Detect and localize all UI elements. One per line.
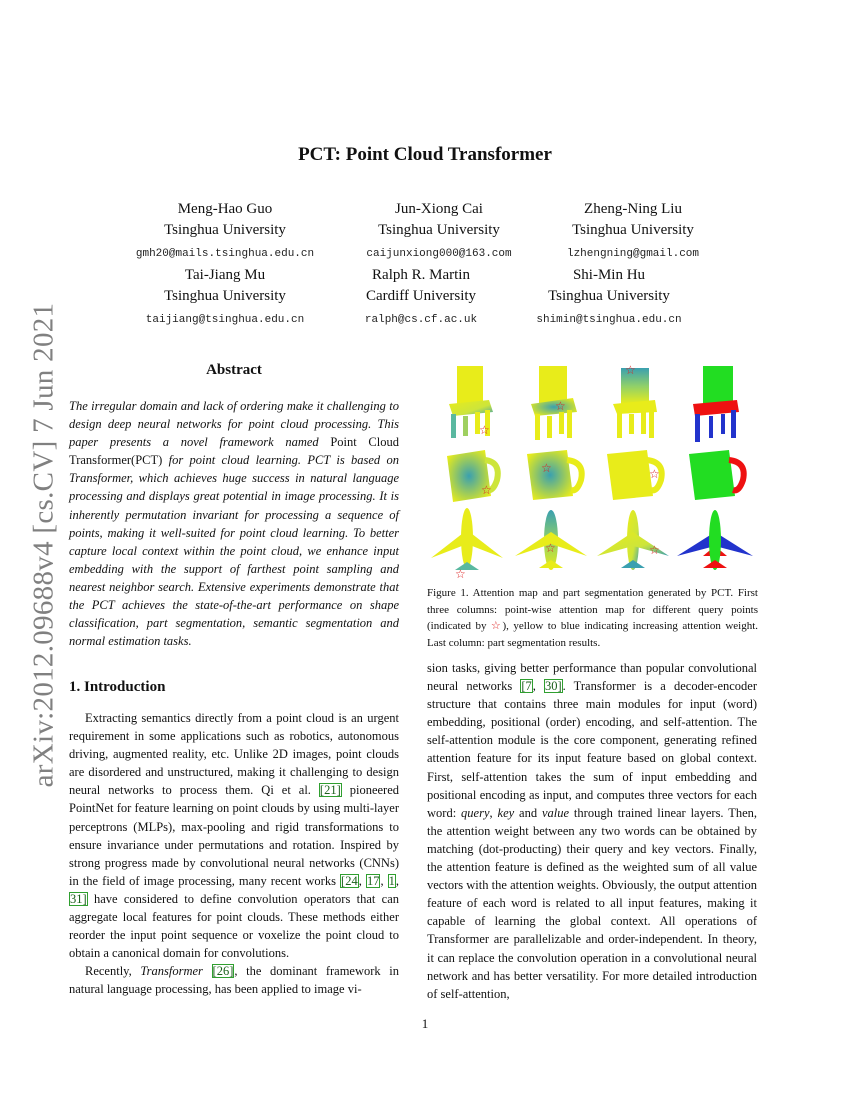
citation-link[interactable]: [7 [521,679,532,694]
text-run: Transformer [140,964,203,979]
author-block [329,199,549,261]
author-affiliation: Tsinghua University [378,222,500,238]
query-star-icon: ☆ [625,363,636,377]
author-affiliation: Tsinghua University [548,288,670,304]
author-email[interactable]: taijiang@tsinghua.edu.cn [145,314,305,326]
text-run: key [497,805,515,820]
abstract-part: Point Cloud Transformer(PCT) [69,435,399,468]
author-name: Shi-Min Hu [572,267,646,283]
author-email[interactable]: caijunxiong000@163.com [366,248,512,260]
author-name: Zheng-Ning Liu [584,201,682,217]
page-number: 1 [421,1016,429,1031]
author-block [115,199,335,261]
citation-link[interactable]: 1 [388,873,395,888]
author-affiliation: Cardiff University [365,288,477,304]
paper-title: PCT: Point Cloud Transformer [298,144,552,165]
chair-attention-3 [613,363,657,438]
text-run: query [461,805,490,820]
mug-attention-2 [527,450,582,500]
author-affiliation: Tsinghua University [572,222,694,238]
arxiv-identifier: arXiv:2012.09688v4 [cs.CV] 7 Jun 2021 [27,302,60,788]
query-star-icon: ☆ [649,543,660,557]
airplane-segmentation [677,510,753,570]
author-block [523,199,743,261]
chair-attention-2 [531,366,577,440]
query-star-icon: ☆ [479,423,490,437]
airplane-attention-1 [431,508,503,578]
text-run: , the dominant framework in natural language processing, has been applied to image vi- [69,964,400,997]
text-run: and [519,805,538,820]
author-name: Tai-Jiang Mu [184,267,266,283]
left-column-body [69,709,399,999]
author-name: Ralph R. Martin [372,267,470,283]
right-column-body [427,659,757,1003]
airplane-attention-3 [597,510,669,570]
abstract-part: The irregular domain and lack of ordering make it challenging to design deep neural networks for point cloud processing. This paper presents a novel framework named [69,399,399,450]
author-name: Jun-Xiong Cai [395,201,483,217]
chair-segmentation [693,366,739,442]
caption-part: ), yellow to blue indicating increasing attention weight. Last column: part segmentation results. [427,620,759,649]
query-star-icon: ☆ [481,483,492,497]
citation-link[interactable]: [26] [212,964,234,979]
mug-attention-3 [607,450,662,500]
author-name: Meng-Hao Guo [177,201,273,217]
query-star-icon: ☆ [555,399,566,413]
point-cloud-figure [427,360,758,578]
author-email[interactable]: gmh20@mails.tsinghua.edu.cn [135,248,315,260]
section-heading: 1. Introduction [69,679,166,695]
paragraph [69,962,399,998]
figure-caption [427,585,758,651]
star-icon: ☆ [490,620,503,632]
chair-attention-1 [449,366,493,438]
mug-segmentation [689,450,744,500]
query-star-icon: ☆ [649,467,660,481]
text-run: sion tasks, giving better performance than popular convolutional neural networks [427,661,757,694]
text-run: through trained linear layers. Then, the attention weight between any two words can be obtained by matching (dot-producting) their query and key vectors. Finally, the attention feature is defined as the weighted sum of all value vectors with the attention weights. Obviously, the output attention feature of each word is related to all input features, making it capable of learning the global context. All operations of Transformer are parallelizable and order-independent. In theory, it can replace the convolution operation in a convolutional neural network and has better versatility. For more detailed introduction of self-attention, [427,805,758,1001]
query-star-icon: ☆ [541,461,552,475]
author-affiliation: Tsinghua University [164,288,286,304]
text-run: Extracting semantics directly from a point cloud is an urgent requirement in some applications such as robotics, autonomous driving, augmented reality, etc. Unlike 2D images, point clouds are disordered and unstructured, making it challenging to design neural networks to process them. Qi et al. [69,711,399,798]
abstract-heading: Abstract [206,362,262,378]
caption-part: Figure 1. Attention map and part segmentation generated by PCT. First three columns: point-wise attention map for different query points (indicated by [427,587,758,632]
author-block [311,265,531,327]
query-star-icon: ☆ [455,567,466,578]
mug-attention-1 [447,450,498,502]
citation-link[interactable]: 31] [70,891,87,906]
abstract-text [69,397,399,650]
citation-link[interactable]: [21] [319,783,341,798]
text-run: value [541,805,570,820]
text-run: pioneered PointNet for feature learning on point clouds by using multi-layer perceptrons (MLPs), max-pooling and rigid transformations to ensure invariance under permutations and rotation. Inspired by strong progress made by convolutional neural networks (CNNs) in the field of image processing, many recent works [69,783,399,888]
citation-link[interactable]: 17 [366,873,380,888]
author-email[interactable]: lzhengning@gmail.com [566,248,700,260]
citation-link[interactable]: [24 [341,873,358,888]
paragraph: sion tasks, giving better performance than popular convolutional neural networks [7, 30]. Transformer is a decoder-encoder structure that contains three main modules for input (word) embedding, positional (order) encoding, and self-attention. The self-attention module is the core component, generating refined attention feature for its input feature based on global context. First, self-attention takes the sum of input embedding and positional encoding as input, and computes three vectors for each word: query, key and value through trained linear layers. Then, the attention weight between any two words can be obtained by matching (dot-producting) their query and key vectors. Finally, the attention feature is defined as the weighted sum of all value vectors with the attention weights. Obviously, the output attention feature of each word is related to all input features, making it capable of learning the global context. All operations of Transformer are parallelizable and order-independent. In theory, it can replace the convolution operation in a convolutional neural network and has better versatility. For more detailed introduction of self-attention, [427,661,758,1001]
figure-1 [427,360,758,578]
author-email[interactable]: shimin@tsinghua.edu.cn [536,314,682,326]
text-run: have considered to define convolution operators that can aggregate local features for point clouds. These methods either reorder the input point sequence or voxelize the point cloud to obtain a canonical domain for convolutions. [69,891,399,961]
paragraph: Extracting semantics directly from a point cloud is an urgent requirement in some applications such as robotics, autonomous driving, augmented reality, etc. Unlike 2D images, point clouds are disordered and unstructured, making it challenging to design neural networks to process them. Qi et al. [21] pioneered PointNet for feature learning on point clouds by using multi-layer perceptrons (MLPs), max-pooling and rigid transformations to ensure invariance under permutations and rotation. Inspired by strong progress made by convolutional neural networks (CNNs) in the field of image processing, many recent works [24, 17, 1, 31] have considered to define convolution operators that can aggregate local features for point clouds. These methods either reorder the input point sequence or voxelize the point cloud to obtain a canonical domain for convolutions. [69,711,400,961]
text-run: Recently, [85,964,141,979]
author-block [115,265,335,327]
author-block [499,265,719,327]
abstract-part: for point cloud learning. PCT is based on Transformer, which achieves huge success in natural language processing and displays great potential in image processing. It is inherently permutation invariant for processing a sequence of points, making it well-suited for point cloud learning. To better capture local context within the point cloud, we enhance input embedding with the support of farthest point sampling and nearest neighbor search. Extensive experiments demonstrate that the PCT achieves the state-of-the-art performance on shape classification, part segmentation, semantic segmentation and normal estimation tasks. [69,453,399,649]
author-affiliation: Tsinghua University [164,222,286,238]
citation-link[interactable]: 30] [544,679,562,694]
query-star-icon: ☆ [545,541,556,555]
airplane-attention-2 [515,510,587,570]
author-email[interactable]: ralph@cs.cf.ac.uk [364,314,478,326]
text-run: . Transformer is a decoder-encoder structure that contains three main modules for input (word) embedding, positional (order) encoding, and self-attention. The self-attention module is the core component, generating refined attention feature for its input feature based on global context. First, self-attention takes the sum of input embedding and positional encoding as input, and computes three vectors for each word: [427,679,757,820]
